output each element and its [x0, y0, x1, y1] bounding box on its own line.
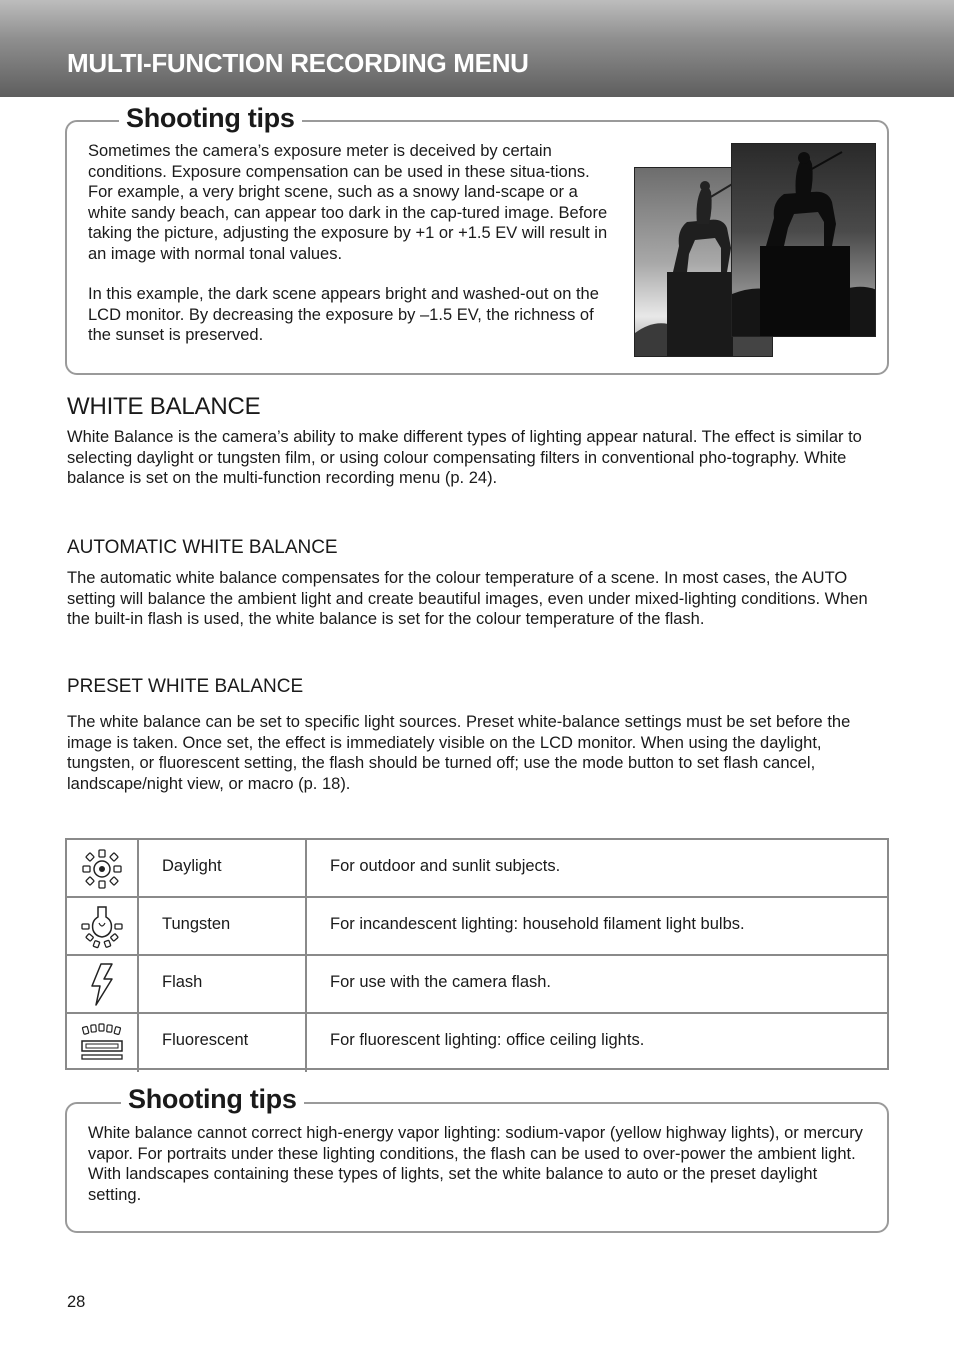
statue-silhouette-dark — [732, 144, 876, 337]
flash-icon — [79, 961, 125, 1009]
white-balance-heading: WHITE BALANCE — [67, 393, 261, 420]
shooting-tips-paragraph: In this example, the dark scene appears bright and washed-out on the LCD monitor. By decreasing the exposure by –1.5 EV, the richness of the sunset is preserved. — [88, 285, 599, 344]
tungsten-icon — [79, 903, 125, 951]
example-photo-dark — [731, 143, 876, 337]
table-row — [67, 898, 887, 956]
preset-white-balance-text: The white balance can be set to specific light sources. Preset white-balance settings must be set before the image is taken. Once set, the effect is immediately visible on the LCD monitor. When using the daylight, tungsten, or fluorescent setting, the flash should be turned off; use the mode button to set flash cancel, landscape/night view, or macro (p. 18). — [67, 713, 851, 793]
shooting-tips-title: Shooting tips — [121, 1083, 304, 1115]
page-number: 28 — [67, 1293, 86, 1311]
auto-white-balance-heading: AUTOMATIC WHITE BALANCE — [67, 537, 338, 558]
shooting-tips-paragraph: White balance cannot correct high-energy vapor lighting: sodium-vapor (yellow highway lights), or mercury vapor. For portraits under these lighting conditions, the flash can be used to over-power the ambient light. With landscapes containing these types of lights, set the white balance to auto or the preset daylight setting. — [88, 1124, 863, 1204]
shooting-tips-paragraph: Sometimes the camera’s exposure meter is deceived by certain conditions. Exposure compensation can be used in these situa-tions. For example, a very bright scene, such as a snowy land-scape or a white sandy beach, can appear too dark in the cap-tured image. Before taking the picture, adjusting the exposure by +1 or +1.5 EV will result in an image with normal tonal values. — [88, 142, 608, 263]
page-header — [0, 0, 954, 97]
shooting-tips-title: Shooting tips — [119, 102, 302, 134]
white-balance-option-name: Flash — [162, 973, 203, 991]
page-title: MULTI-FUNCTION RECORDING MENU — [67, 48, 529, 78]
white-balance-option-desc: For use with the camera flash. — [330, 973, 552, 991]
white-balance-option-desc: For outdoor and sunlit subjects. — [330, 857, 561, 875]
daylight-icon — [79, 845, 125, 893]
white-balance-option-name: Tungsten — [162, 915, 231, 933]
white-balance-option-name: Fluorescent — [162, 1031, 249, 1049]
white-balance-option-name: Daylight — [162, 857, 222, 875]
preset-white-balance-heading: PRESET WHITE BALANCE — [67, 676, 304, 697]
fluorescent-icon — [79, 1019, 125, 1067]
preset-white-balance-table — [65, 838, 889, 1070]
table-row — [67, 1014, 887, 1072]
auto-white-balance-text: The automatic white balance compensates for the colour temperature of a scene. In most cases, the AUTO setting will balance the ambient light and create beautiful images, even under mixed-lighting conditions. When the built-in flash is used, the white balance is set for the colour temperature of the flash. — [67, 569, 868, 628]
white-balance-intro: White Balance is the camera’s ability to make different types of lighting appear natural. The effect is similar to selecting daylight or tungsten film, or using colour compensating filters in conventional pho-tography. White balance is set on the multi-function recording menu (p. 24). — [67, 428, 862, 487]
table-row — [67, 840, 887, 898]
table-row — [67, 956, 887, 1014]
white-balance-option-desc: For fluorescent lighting: office ceiling lights. — [330, 1031, 645, 1049]
white-balance-option-desc: For incandescent lighting: household filament light bulbs. — [330, 915, 745, 933]
